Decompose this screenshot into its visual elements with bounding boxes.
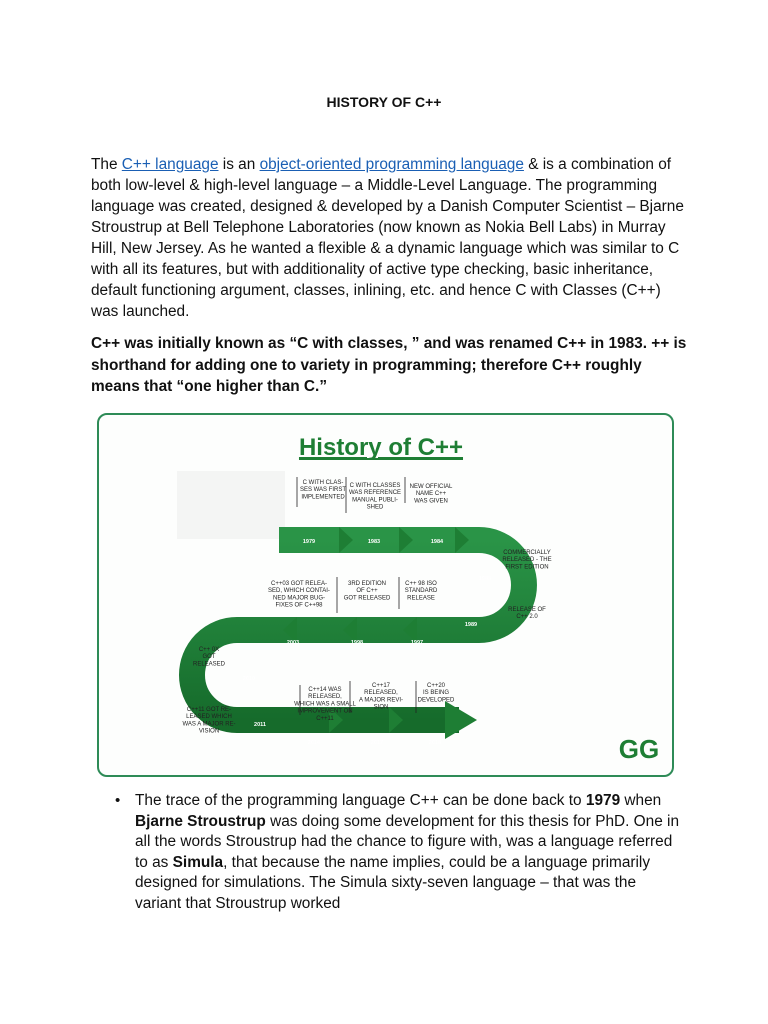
road-path xyxy=(192,540,524,720)
note-line: VISION xyxy=(198,728,220,735)
note-line: RELEASED, xyxy=(364,690,398,697)
year-label: 1997 xyxy=(410,640,424,646)
cpp-language-link[interactable]: C++ language xyxy=(121,156,219,173)
note-line: FIRST EDITION xyxy=(505,564,549,571)
note-2018 xyxy=(418,683,455,703)
note-1983 xyxy=(349,483,401,511)
watermark-block xyxy=(177,471,285,539)
note-line: SHED xyxy=(366,504,384,511)
note-line: MANUAL PUBLI- xyxy=(352,497,398,504)
note-line: C++20 xyxy=(426,683,446,689)
note-line: GOT RELEASED xyxy=(343,595,391,602)
bullet-bold-name: Bjarne Stroustrup xyxy=(135,812,266,830)
year-label: 2017 xyxy=(370,740,384,746)
note-line: C++11 GOT RE- xyxy=(186,707,232,713)
note-line: IS BEING xyxy=(422,690,450,697)
note-line: WHICH WAS A SMALL xyxy=(294,701,356,708)
bold-paragraph: C++ was initially known as “C with classes, ” and was renamed C++ in 1983. ++ is shorthand for adding one to variety in programming; therefore C++ roughly means that “one higher than C.” xyxy=(91,335,687,395)
note-line: C++03 GOT RELEA- xyxy=(271,581,327,587)
note-line: C++11 xyxy=(316,715,334,722)
note-1985 xyxy=(502,550,551,570)
year-label: 2010 xyxy=(242,676,256,682)
bullet-text: The trace of the programming language C++ can be done back to xyxy=(135,792,586,809)
note-line: C++ 98 ISO xyxy=(405,581,437,587)
road-end-arrow xyxy=(445,701,477,739)
bullet-marker: • xyxy=(115,792,121,809)
year-label: 1979 xyxy=(302,539,316,545)
note-1979 xyxy=(300,480,346,500)
note-line: A MAJOR REVI- xyxy=(358,697,404,704)
year-label: 2011 xyxy=(254,722,266,728)
year-label: 2014 xyxy=(307,740,321,746)
note-line: WAS REFERENCE xyxy=(348,490,402,497)
bullet-bold-year: 1979 xyxy=(585,792,621,809)
timeline-road xyxy=(192,540,524,720)
note-line: LEASED WHICH xyxy=(186,714,232,721)
note-line: 3RD EDITION xyxy=(347,581,387,587)
year-label: 2003 xyxy=(286,640,300,646)
year-label: 1985 xyxy=(478,576,492,582)
bullet-bold-simula: Simula xyxy=(172,853,224,871)
note-line: IMPLEMENTED xyxy=(301,494,345,501)
note-1984 xyxy=(410,484,453,504)
note-2003 xyxy=(268,581,330,609)
note-line: SION xyxy=(373,704,389,711)
year-label: 2018 xyxy=(428,740,442,746)
bullet-paragraph xyxy=(135,791,680,914)
note-line: RELEASED, xyxy=(308,694,342,701)
note-line: COMMERCIALLY xyxy=(503,550,551,556)
note-line: RELEASE OF xyxy=(508,607,546,613)
note-line: C++ 0X xyxy=(198,647,220,653)
note-line: IMPROVEMENT ON xyxy=(297,708,353,715)
note-line: WAS A MAJOR RE- xyxy=(182,721,236,728)
note-line: NAME C++ xyxy=(415,491,447,498)
bullet-text: was doing some development for this thesis for PhD. One in all the words Stroustrup had the chance to figure with, was a language referred to as xyxy=(135,812,680,871)
intro-rest: & is a combination of both low-level & high-level language – a Middle-Level Language. The programming language was created, designed & developed by a Danish Computer Scientist – Bjarne Stroustrup at Bell Telephone Laboratories (now known as Nokia Bell Labs) in Murray Hill, New Jersey. As he wanted a flexible & a dynamic language which was similar to C with all its features, but with additionality of active type checking, basic inheritance, default functioning argument, classes, inlining, etc. and hence C with Classes (C++) was launched. xyxy=(91,156,684,320)
history-infographic xyxy=(97,413,674,777)
year-label: 1983 xyxy=(367,539,381,545)
note-1997 xyxy=(344,581,391,601)
oop-language-link[interactable]: object-oriented programming language xyxy=(259,156,524,173)
note-line: C++ 2.0 xyxy=(516,614,538,621)
note-line: FIXES OF C++98 xyxy=(275,602,323,609)
intro-lead: The xyxy=(91,156,122,173)
year-label: 1989 xyxy=(464,622,478,628)
note-line: STANDARD xyxy=(404,588,438,595)
note-line: C++17 xyxy=(371,683,391,689)
page-title: HISTORY OF C++ xyxy=(326,94,442,110)
bullet-text: when xyxy=(620,792,662,809)
note-line: C++14 WAS xyxy=(308,687,342,693)
note-1998 xyxy=(405,581,438,601)
infographic-title: History of C++ xyxy=(298,434,464,461)
note-line: SED, WHICH CONTAI- xyxy=(268,588,330,595)
note-line: C WITH CLASSES xyxy=(349,483,401,489)
note-line: RELEASED xyxy=(192,661,226,668)
note-line: OF C++ xyxy=(356,588,378,595)
note-line: RELEASED - THE xyxy=(502,557,552,564)
note-line: GOT xyxy=(202,654,216,661)
bullet-text: , that because the name implies, could be a language primarily designed for simulations. The Simula sixty-seven language – that was the variant that Stroustrup worked xyxy=(135,853,651,912)
note-line: DEVELOPED xyxy=(417,697,455,704)
gfg-logo: GG xyxy=(618,734,660,764)
year-label: 1998 xyxy=(350,640,364,646)
intro-mid: is an xyxy=(218,156,260,173)
note-2017 xyxy=(359,683,403,711)
note-line: SES WAS FIRST xyxy=(299,487,347,494)
note-line: NED MAJOR BUG- xyxy=(272,595,326,602)
note-line: NEW OFFICIAL xyxy=(409,484,453,490)
intro-paragraph xyxy=(91,154,691,322)
note-line: WAS GIVEN xyxy=(414,498,448,505)
note-line: C WITH CLAS- xyxy=(302,480,344,486)
year-label: 1984 xyxy=(430,539,444,545)
timeline-graphic xyxy=(99,415,672,775)
note-line: RELEASE xyxy=(407,595,435,602)
